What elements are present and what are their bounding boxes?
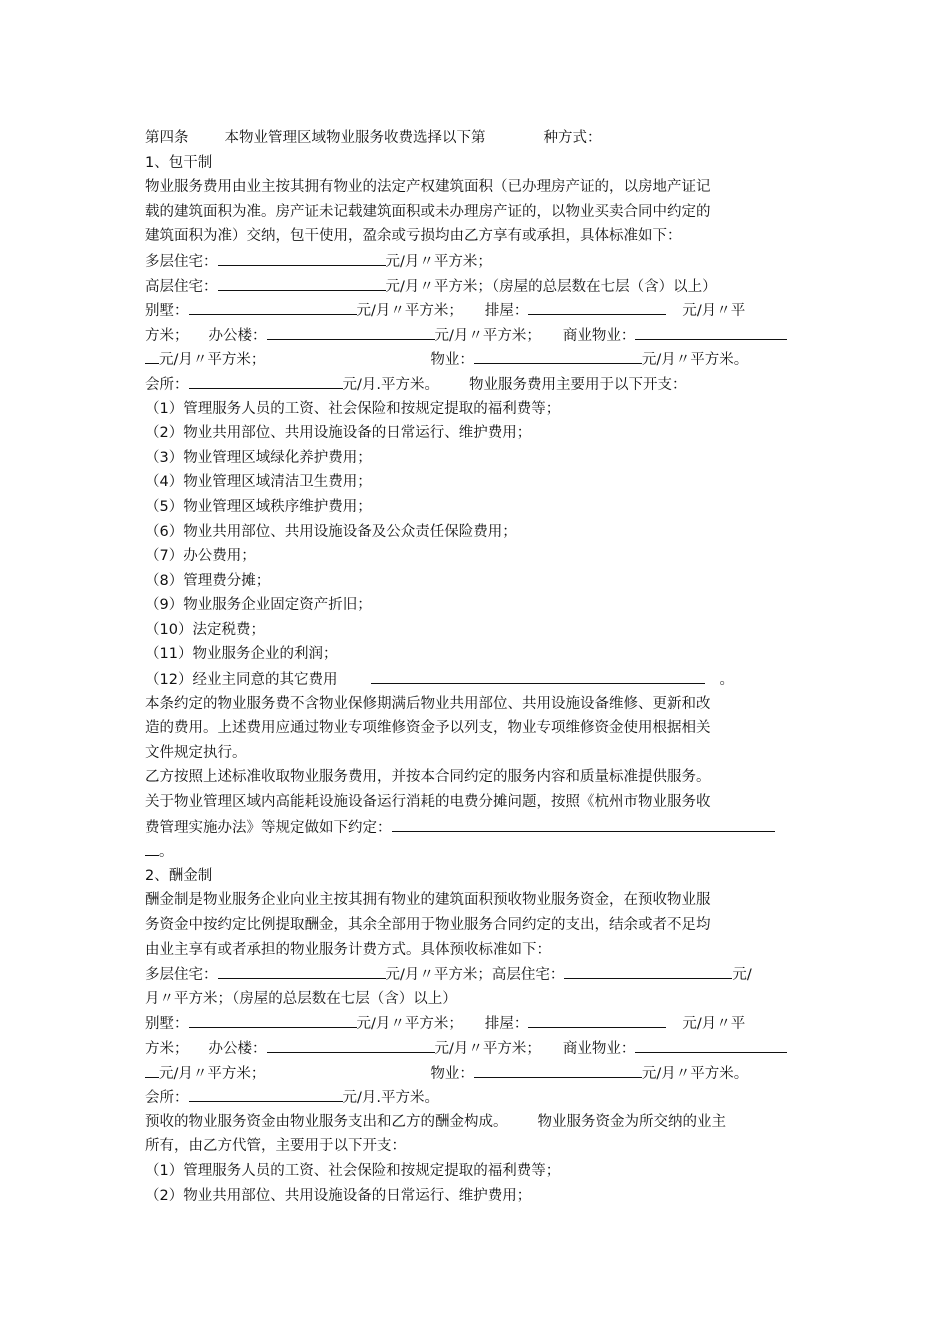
list-item: （1）管理服务人员的工资、社会保险和按规定提取的福利费等； (145, 1162, 561, 1179)
paragraph: 文件规定执行。 (145, 744, 247, 761)
paragraph: 关于物业管理区域内高能耗设施设备运行消耗的电费分摊问题，按照《杭州市物业服务收 (145, 794, 711, 811)
blank-field[interactable] (267, 323, 435, 340)
document-body (145, 126, 835, 1208)
blank-field[interactable] (145, 347, 159, 364)
fee-line-office: 方米； 办公楼： 元/月〃平方米； 商业物业： (145, 323, 835, 348)
blank-field[interactable] (218, 274, 386, 291)
list-item: （7）办公费用； (145, 548, 256, 565)
list-item: （2）物业共用部位、共用设施设备的日常运行、维护费用； (145, 1187, 532, 1204)
paragraph: 。 (145, 839, 835, 864)
blank-field[interactable] (528, 1011, 666, 1028)
blank-field[interactable] (218, 962, 386, 979)
list-item: （3）物业管理区域绿化养护费用； (145, 449, 372, 466)
list-item: （11）物业服务企业的利润； (145, 646, 338, 663)
list-item: （5）物业管理区域秩序维护费用； (145, 498, 372, 515)
blank-field[interactable] (189, 1085, 343, 1102)
blank-field[interactable] (189, 372, 343, 389)
blank-field[interactable] (564, 962, 732, 979)
blank-field[interactable] (267, 1036, 435, 1053)
blank-field[interactable] (189, 298, 357, 315)
blank-field[interactable] (371, 667, 705, 684)
fee-line-villa: 别墅： 元/月〃平方米； 排屋： 元/月〃平 (145, 298, 835, 323)
article-heading: 第四条 本物业管理区域物业服务收费选择以下第 种方式： (145, 130, 602, 146)
fee-line-high: 高层住宅： 元/月〃平方米；（房屋的总层数在七层（含）以上） (145, 274, 835, 299)
blank-field[interactable] (145, 839, 159, 856)
list-item: （4）物业管理区域清洁卫生费用； (145, 474, 372, 491)
blank-field[interactable] (218, 249, 386, 266)
paragraph: 乙方按照上述标准收取物业服务费用，并按本合同约定的服务内容和质量标准提供服务。 (145, 769, 711, 786)
blank-field[interactable] (528, 298, 666, 315)
fee-line-club: 会所： 元/月.平方米。 (145, 1085, 835, 1110)
paragraph: 费管理实施办法》等规定做如下约定： (145, 815, 835, 840)
list-item: （8）管理费分摊； (145, 572, 271, 589)
blank-field[interactable] (189, 1011, 357, 1028)
fee-line-multi: 多层住宅： 元/月〃平方米； (145, 249, 835, 274)
list-item: （2）物业共用部位、共用设施设备的日常运行、维护费用； (145, 425, 532, 442)
list-item: （1）管理服务人员的工资、社会保险和按规定提取的福利费等； (145, 400, 561, 417)
paragraph: 物业服务费用由业主按其拥有物业的法定产权建筑面积（已办理房产证的，以房地产证记 (145, 179, 711, 196)
fee-line-prop: 元/月〃平方米； 物业： 元/月〃平方米。 (145, 347, 835, 372)
section-heading-2: 2、酬金制 (145, 867, 213, 884)
blank-field[interactable] (635, 1036, 787, 1053)
paragraph: 载的建筑面积为准。房产证未记载建筑面积或未办理房产证的，以物业买卖合同中约定的 (145, 203, 711, 220)
list-item: （12）经业主同意的其它费用 。 (145, 667, 835, 692)
paragraph: 造的费用。上述费用应通过物业专项维修资金予以列支，物业专项维修资金使用根据相关 (145, 720, 711, 737)
paragraph: 所有，由乙方代管，主要用于以下开支： (145, 1138, 406, 1155)
blank-field[interactable] (474, 1061, 642, 1078)
paragraph: 由业主享有或者承担的物业服务计费方式。具体预收标准如下： (145, 941, 551, 958)
fee-line-multi: 多层住宅： 元/月〃平方米；高层住宅： 元/ (145, 962, 835, 987)
blank-field[interactable] (392, 815, 775, 832)
paragraph: 预收的物业服务资金由物业服务支出和乙方的酬金构成。 物业服务资金为所交纳的业主 (145, 1113, 726, 1130)
blank-field[interactable] (145, 1061, 159, 1078)
fee-line-high: 月〃平方米；（房屋的总层数在七层（含）以上） (145, 990, 457, 1007)
fee-line-villa: 别墅： 元/月〃平方米； 排屋： 元/月〃平 (145, 1011, 835, 1036)
paragraph: 建筑面积为准）交纳，包干使用，盈余或亏损均由乙方享有或承担，具体标准如下： (145, 228, 682, 245)
paragraph: 本条约定的物业服务费不含物业保修期满后物业共用部位、共用设施设备维修、更新和改 (145, 695, 711, 712)
blank-field[interactable] (635, 323, 787, 340)
list-item: （10）法定税费； (145, 621, 265, 638)
paragraph: 酬金制是物业服务企业向业主按其拥有物业的建筑面积预收物业服务资金，在预收物业服 (145, 892, 711, 909)
fee-line-office: 方米； 办公楼： 元/月〃平方米； 商业物业： (145, 1036, 835, 1061)
list-item: （9）物业服务企业固定资产折旧； (145, 597, 372, 614)
list-item: （6）物业共用部位、共用设施设备及公众责任保险费用； (145, 523, 517, 540)
fee-line-club: 会所： 元/月.平方米。 物业服务费用主要用于以下开支： (145, 372, 835, 397)
section-heading-1: 1、包干制 (145, 154, 213, 171)
paragraph: 务资金中按约定比例提取酬金，其余全部用于物业服务合同约定的支出，结余或者不足均 (145, 917, 711, 933)
fee-line-prop: 元/月〃平方米； 物业： 元/月〃平方米。 (145, 1061, 835, 1086)
blank-field[interactable] (474, 347, 642, 364)
